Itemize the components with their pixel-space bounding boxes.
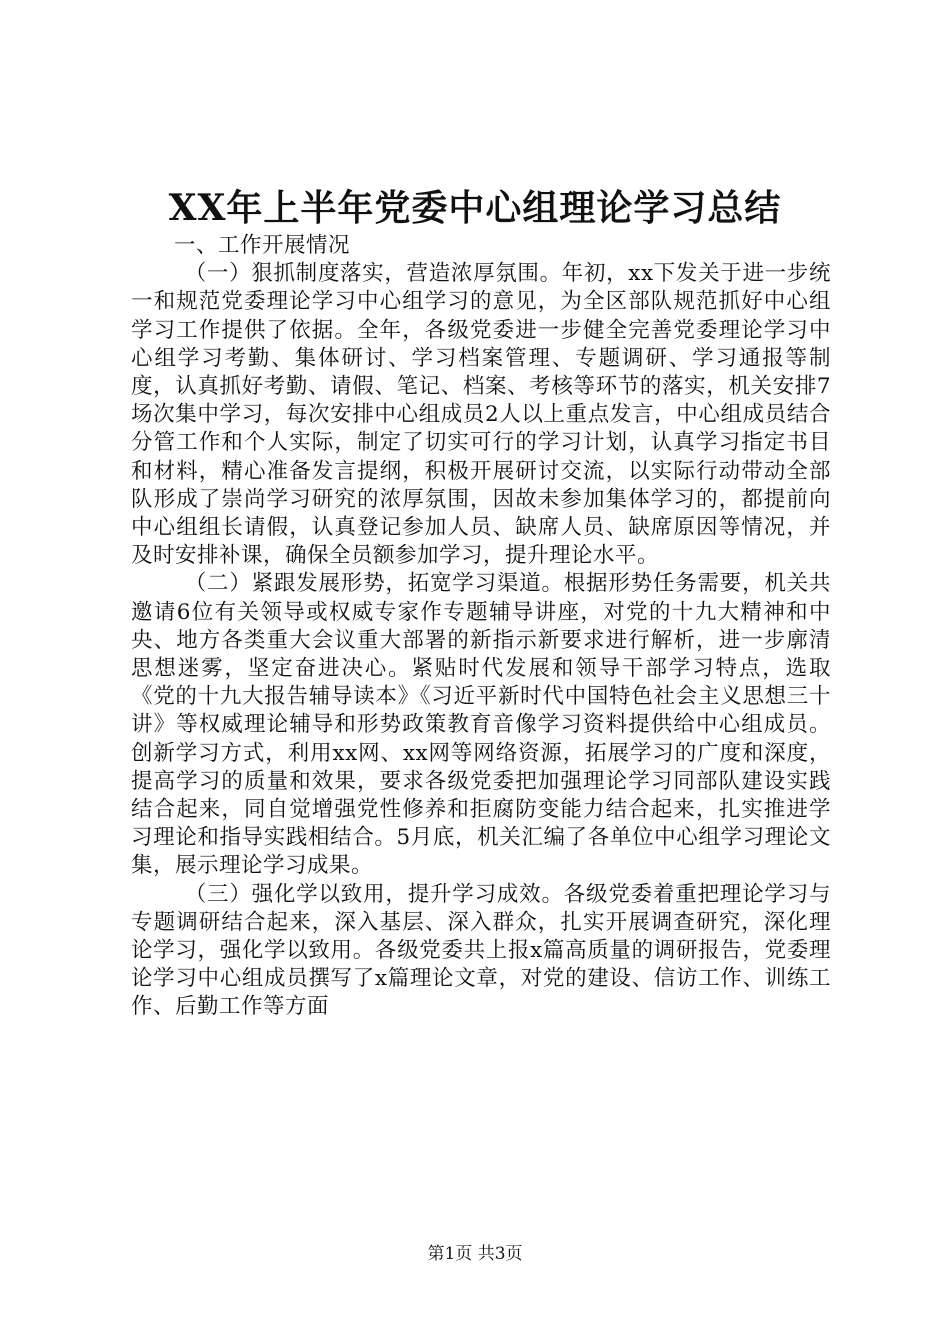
page-footer: 第1页 共3页 <box>427 1244 523 1264</box>
document-title: XX年上半年党委中心组理论学习总结 <box>168 187 782 229</box>
document-body <box>131 232 831 1022</box>
paragraph-3: （三）强化学以致用，提升学习成效。各级党委着重把理论学习与专题调研结合起来，深入基层、深入群众，扎实开展调查研究，深化理论学习，强化学以致用。各级党委共上报x篇高质量的调研报告，党委理论学习中心组成员撰写了x篇理论文章，对党的建设、信访工作、训练工作、后勤工作等方面 <box>131 881 831 1020</box>
section-heading: 一、工作开展情况 <box>174 233 351 258</box>
paragraph-1: （一）狠抓制度落实，营造浓厚氛围。年初，xx下发关于进一步统一和规范党委理论学习中心组学习的意见，为全区部队规范抓好中心组学习工作提供了依据。全年，各级党委进一步健全完善党委理论学习中心组学习考勤、集体研讨、学习档案管理、专题调研、学习通报等制度，认真抓好考勤、请假、笔记、档案、考核等环节的落实，机关安排7场次集中学习，每次安排中心组成员2人以上重点发言，中心组成员结合分管工作和个人实际，制定了切实可行的学习计划，认真学习指定书目和材料，精心准备发言提纲，积极开展研讨交流，以实际行动带动全部队形成了崇尚学习研究的浓厚氛围，因故未参加集体学习的，都提前向中心组组长请假，认真登记参加人员、缺席人员、缺席原因等情况，并及时安排补课，确保全员额参加学习，提升理论水平。 <box>131 261 831 569</box>
paragraph-2: （二）紧跟发展形势，拓宽学习渠道。根据形势任务需要，机关共邀请6位有关领导或权威专家作专题辅导讲座，对党的十九大精神和中央、地方各类重大会议重大部署的新指示新要求进行解析，进一步廓清思想迷雾，坚定奋进决心。紧贴时代发展和领导干部学习特点，选取《党的十九大报告辅导读本》《习近平新时代中国特色社会主义思想三十讲》等权威理论辅导和形势政策教育音像学习资料提供给中心组成员。创新学习方式，利用xx网、xx网等网络资源，拓展学习的广度和深度，提高学习的质量和效果，要求各级党委把加强理论学习同部队建设实践结合起来，同自觉增强党性修养和拒腐防变能力结合起来，扎实推进学习理论和指导实践相结合。5月底，机关汇编了各单位中心组学习理论文集，展示理论学习成果。 <box>131 571 831 879</box>
